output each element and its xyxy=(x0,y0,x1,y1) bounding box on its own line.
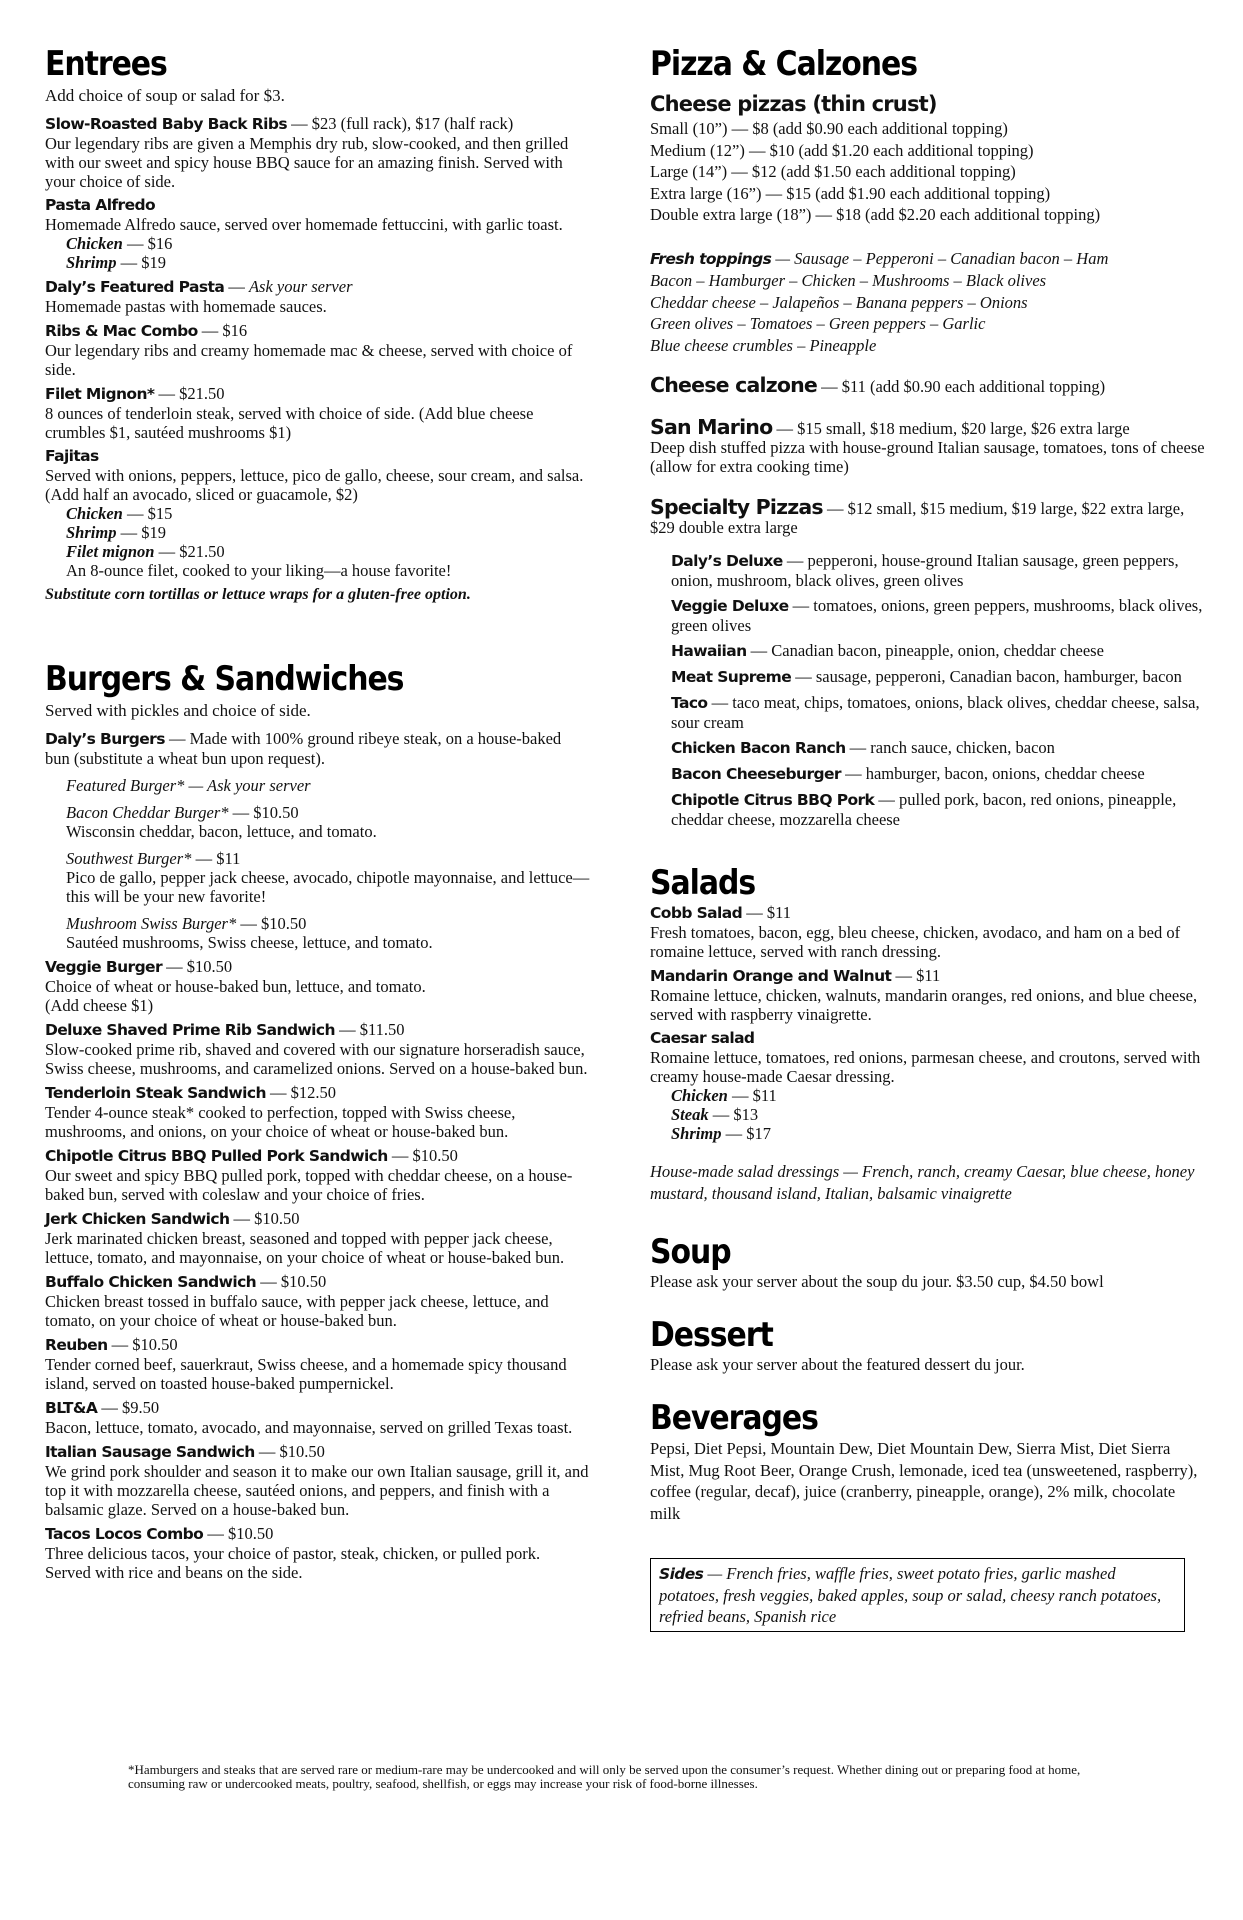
option-price: — $16 xyxy=(122,234,173,253)
option-price: — $19 xyxy=(116,253,166,272)
item-name: Chicken Bacon Ranch xyxy=(671,739,846,757)
item-name: Daly’s Burgers xyxy=(45,730,165,748)
item-name: Southwest Burger* xyxy=(66,849,192,868)
item-price: — $10.50 xyxy=(229,1209,300,1228)
item-desc: Our sweet and spicy BBQ pulled pork, topped with cheddar cheese, on a house-baked bun, served with coleslaw and your choice of fries. xyxy=(45,1166,573,1204)
pizza-section xyxy=(650,44,1205,829)
item-price: — $12 small, $15 medium, $19 large, $22 extra large, $29 double extra large xyxy=(650,499,1185,537)
section-desc: Please ask your server about the soup du jour. $3.50 cup, $4.50 bowl xyxy=(650,1272,1104,1291)
section-title: Dessert xyxy=(650,1315,773,1355)
item-price: — $10.50 xyxy=(228,803,299,822)
item-desc: — pulled pork, bacon, red onions, pineapple, cheddar cheese, mozzarella cheese xyxy=(671,790,1177,829)
item-option xyxy=(671,1124,1205,1143)
burgers-section xyxy=(45,659,590,1582)
item-name: Buffalo Chicken Sandwich xyxy=(45,1273,257,1291)
item-name: Daly’s Deluxe xyxy=(671,552,783,570)
item-desc: Pico de gallo, pepper jack cheese, avocado, chipotle mayonnaise, and lettuce—this will be your new favorite! xyxy=(66,868,590,906)
item-desc: Jerk marinated chicken breast, seasoned and topped with pepper jack cheese, lettuce, tomato, and mayonnaise, on your choice of wheat or house-baked bun. xyxy=(45,1229,565,1267)
menu-subitem xyxy=(66,776,590,795)
item-option xyxy=(66,523,590,542)
menu-item xyxy=(45,1524,590,1582)
option-price: — $17 xyxy=(721,1124,771,1143)
specialty-pizza xyxy=(671,790,1205,829)
item-name: Cheese calzone xyxy=(650,373,818,397)
item-price: — $10.50 xyxy=(256,1272,327,1291)
option-name: Steak xyxy=(671,1105,709,1124)
item-desc: (Add cheese $1) xyxy=(45,996,154,1015)
item-name: Caesar salad xyxy=(650,1029,755,1047)
sides-box xyxy=(650,1558,1185,1632)
size-line: Small (10”) — $8 (add $0.90 each additional topping) xyxy=(650,119,1008,138)
item-price: — $11 xyxy=(191,849,241,868)
menu-item xyxy=(45,1083,590,1141)
sides-desc: — French fries, waffle fries, sweet potato fries, garlic mashed potatoes, fresh veggies, baked apples, soup or salad, cheesy ranch potatoes, refried beans, Spanish rice xyxy=(659,1564,1162,1626)
option-name: Shrimp xyxy=(671,1124,722,1143)
option-name: Chicken xyxy=(671,1086,728,1105)
menu-item xyxy=(45,1398,590,1437)
size-line: Medium (12”) — $10 (add $1.20 each additional topping) xyxy=(650,140,1034,160)
section-intro: Served with pickles and choice of side. xyxy=(45,701,311,720)
item-name: Daly’s Featured Pasta xyxy=(45,278,225,296)
item-desc: Three delicious tacos, your choice of pastor, steak, chicken, or pulled pork. Served with rice and beans on the side. xyxy=(45,1544,541,1582)
sides-label: Sides xyxy=(659,1565,704,1583)
item-price: — $10.50 xyxy=(203,1524,274,1543)
section-title: Pizza & Calzones xyxy=(650,44,918,84)
option-name: Chicken xyxy=(66,504,123,523)
section-title: Entrees xyxy=(45,44,167,84)
item-name: San Marino xyxy=(650,415,773,439)
specialty-pizza xyxy=(671,738,1205,758)
item-name: Slow-Roasted Baby Back Ribs xyxy=(45,115,287,133)
menu-item xyxy=(45,1272,590,1330)
item-option xyxy=(66,504,590,523)
specialty-pizza xyxy=(671,693,1205,732)
item-price: — $11 (add $0.90 each additional topping) xyxy=(817,377,1106,396)
size-line: Extra large (16”) — $15 (add $1.90 each additional topping) xyxy=(650,183,1051,203)
specialty-pizza xyxy=(671,641,1205,661)
item-desc: — taco meat, chips, tomatoes, onions, black olives, cheddar cheese, salsa, sour cream xyxy=(671,693,1200,732)
menu-item xyxy=(650,373,1205,397)
section-title: Burgers & Sandwiches xyxy=(45,659,404,699)
item-desc: Tender corned beef, sauerkraut, Swiss cheese, and a homemade spicy thousand island, served on toasted house-baked pumpernickel. xyxy=(45,1355,567,1393)
toppings-list xyxy=(650,248,1205,357)
item-price: — $10.50 xyxy=(387,1146,458,1165)
menu-item xyxy=(45,1146,590,1204)
specialty-pizza xyxy=(671,764,1205,784)
item-price: — $11.50 xyxy=(334,1020,405,1039)
item-name: Jerk Chicken Sandwich xyxy=(45,1210,230,1228)
item-price: — $23 (full rack), $17 (half rack) xyxy=(286,114,514,133)
option-name: Filet mignon xyxy=(66,542,155,561)
toppings-label: Fresh toppings xyxy=(650,249,772,268)
menu-item xyxy=(650,415,1205,476)
menu-subitem xyxy=(66,849,590,906)
item-name: Tenderloin Steak Sandwich xyxy=(45,1084,266,1102)
item-note: Ask your server xyxy=(248,277,353,296)
menu-item xyxy=(45,196,590,272)
salads-section xyxy=(650,863,1205,1204)
menu-item xyxy=(650,495,1205,537)
separator: — xyxy=(224,277,249,296)
section-desc: Please ask your server about the featured dessert du jour. xyxy=(650,1355,1025,1374)
menu-item xyxy=(650,966,1205,1024)
menu-item xyxy=(45,321,590,379)
entrees-section xyxy=(45,44,590,605)
item-desc: Served with onions, peppers, lettuce, pico de gallo, cheese, sour cream, and salsa. (Add half an avocado, sliced or guacamole, $2) xyxy=(45,466,584,504)
section-intro: Add choice of soup or salad for $3. xyxy=(45,86,285,105)
item-name: Specialty Pizzas xyxy=(650,495,823,519)
gluten-free-note: Substitute corn tortillas or lettuce wraps for a gluten-free option. xyxy=(45,586,471,603)
item-name: Bacon Cheddar Burger* xyxy=(66,803,229,822)
menu-item xyxy=(45,277,590,316)
section-desc: Pepsi, Diet Pepsi, Mountain Dew, Diet Mountain Dew, Sierra Mist, Diet Sierra Mist, Mug Root Beer, Orange Crush, lemonade, iced tea (unsweetened, raspberry), coffee (regular, decaf), juice (cranberry, pineapple, orange), 2% milk, chocolate milk xyxy=(650,1439,1198,1523)
item-desc: Chicken breast tossed in buffalo sauce, with pepper jack cheese, lettuce, and tomato, on your choice of wheat or house-baked bun. xyxy=(45,1292,549,1330)
right-column xyxy=(650,44,1205,1632)
menu-item xyxy=(45,1442,590,1519)
item-desc: Bacon, lettuce, tomato, avocado, and mayonnaise, served on grilled Texas toast. xyxy=(45,1418,573,1437)
menu-item xyxy=(45,1335,590,1393)
menu-item xyxy=(45,1209,590,1267)
option-price: — $11 xyxy=(727,1086,777,1105)
option-name: Chicken xyxy=(66,234,123,253)
menu-subitem xyxy=(66,914,590,952)
menu-item xyxy=(45,384,590,442)
item-desc: — hamburger, bacon, onions, cheddar cheese xyxy=(840,764,1145,783)
item-name: Filet Mignon* xyxy=(45,385,155,403)
item-price: — $10.50 xyxy=(162,957,233,976)
menu-item xyxy=(45,447,590,580)
footnote: *Hamburgers and steaks that are served rare or medium-rare may be undercooked and will only be served upon the consumer’s request. Whether dining out or preparing food at home, consuming raw or undercooked meats, poultry, seafood, shellfish, or eggs may increase your risk of food-borne illnesses. xyxy=(128,1762,1081,1791)
item-option xyxy=(671,1105,1205,1124)
item-name: BLT&A xyxy=(45,1399,98,1417)
menu-item xyxy=(45,957,590,1015)
item-option xyxy=(66,234,590,253)
item-name: Deluxe Shaved Prime Rib Sandwich xyxy=(45,1021,335,1039)
item-note: — Ask your server xyxy=(184,776,311,795)
item-desc: — pepperoni, house-ground Italian sausage, green peppers, onion, mushroom, black olives, green olives xyxy=(671,551,1179,590)
specialty-pizza xyxy=(671,596,1205,635)
option-name: Shrimp xyxy=(66,523,117,542)
specialty-pizza xyxy=(671,551,1205,590)
item-name: Taco xyxy=(671,694,708,712)
item-desc: We grind pork shoulder and season it to make our own Italian sausage, grill it, and top it with mozzarella cheese, sautéed onions, and peppers, and finish with a balsamic glaze. Served on a house-baked bun. xyxy=(45,1462,589,1519)
menu-subitem xyxy=(66,803,590,841)
item-price: — $11 xyxy=(742,903,791,922)
item-name: Veggie Burger xyxy=(45,958,163,976)
item-desc: — Made with 100% ground ribeye steak, on a house-baked bun (substitute a wheat bun upon request). xyxy=(45,729,562,768)
left-column xyxy=(45,44,590,1587)
item-price: — $10.50 xyxy=(107,1335,178,1354)
menu-item xyxy=(45,1020,590,1078)
item-name: Ribs & Mac Combo xyxy=(45,322,198,340)
section-title: Soup xyxy=(650,1232,731,1272)
toppings-line xyxy=(650,248,1205,271)
item-desc: Choice of wheat or house-baked bun, lettuce, and tomato. xyxy=(45,977,426,996)
item-name: Pasta Alfredo xyxy=(45,196,156,214)
item-desc: Romaine lettuce, chicken, walnuts, mandarin oranges, red onions, and blue cheese, served with raspberry vinaigrette. xyxy=(650,986,1198,1024)
item-desc: Our legendary ribs and creamy homemade mac & cheese, served with choice of side. xyxy=(45,341,573,379)
toppings-line: Bacon – Hamburger – Chicken – Mushrooms – Black olives xyxy=(650,271,1047,290)
item-price: — $10.50 xyxy=(254,1442,325,1461)
item-name: Mandarin Orange and Walnut xyxy=(650,967,892,985)
item-desc: Homemade pastas with homemade sauces. xyxy=(45,297,327,316)
item-desc: Deep dish stuffed pizza with house-ground Italian sausage, tomatoes, tons of cheese (allow for extra cooking time) xyxy=(650,438,1205,476)
item-desc: — ranch sauce, chicken, bacon xyxy=(845,738,1055,757)
section-title: Beverages xyxy=(650,1398,818,1438)
dessert-section xyxy=(650,1315,1205,1374)
item-name: Fajitas xyxy=(45,447,99,465)
toppings-text: — Sausage – Pepperoni – Canadian bacon – Ham xyxy=(771,248,1109,268)
item-price: — $10.50 xyxy=(236,914,307,933)
menu-item xyxy=(650,903,1205,961)
item-desc: 8 ounces of tenderloin steak, served with choice of side. (Add blue cheese crumbles $1, sautéed mushrooms $1) xyxy=(45,404,534,442)
menu-item xyxy=(45,729,590,768)
item-desc: Our legendary ribs are given a Memphis dry rub, slow-cooked, and then grilled with our sweet and spicy house BBQ sauce for an amazing finish. Served with your choice of side. xyxy=(45,134,569,191)
item-price: — $21.50 xyxy=(154,384,225,403)
item-price: — $9.50 xyxy=(97,1398,160,1417)
item-name: Chipotle Citrus BBQ Pulled Pork Sandwich xyxy=(45,1147,388,1165)
item-price: — $12.50 xyxy=(265,1083,337,1102)
option-price: — $19 xyxy=(116,523,166,542)
item-price: — $16 xyxy=(197,321,248,340)
item-desc: Tender 4-ounce steak* cooked to perfection, topped with Swiss cheese, mushrooms, and onions, on your choice of wheat or house-baked bun. xyxy=(45,1103,516,1141)
item-name: Mushroom Swiss Burger* xyxy=(66,914,237,933)
item-name: Tacos Locos Combo xyxy=(45,1525,204,1543)
item-name: Bacon Cheeseburger xyxy=(671,765,841,783)
item-name: Veggie Deluxe xyxy=(671,597,789,615)
item-name: Featured Burger* xyxy=(66,776,185,795)
subsection-title: Cheese pizzas (thin crust) xyxy=(650,92,937,116)
item-option xyxy=(671,1086,1205,1105)
item-name: Reuben xyxy=(45,1336,108,1354)
item-name: Chipotle Citrus BBQ Pork xyxy=(671,791,875,809)
size-line: Double extra large (18”) — $18 (add $2.20 each additional topping) xyxy=(650,205,1101,224)
item-desc: Romaine lettuce, tomatoes, red onions, parmesan cheese, and croutons, served with creamy house-made Caesar dressing. xyxy=(650,1048,1201,1086)
item-name: Hawaiian xyxy=(671,642,747,660)
toppings-line: Blue cheese crumbles – Pineapple xyxy=(650,335,877,355)
beverages-section xyxy=(650,1398,1205,1524)
item-price: — $15 small, $18 medium, $20 large, $26 extra large xyxy=(772,419,1130,438)
item-desc: Sautéed mushrooms, Swiss cheese, lettuce, and tomato. xyxy=(66,933,433,952)
item-option xyxy=(66,253,590,272)
menu-item xyxy=(650,1029,1205,1143)
item-desc: Slow-cooked prime rib, shaved and covered with our signature horseradish sauce, Swiss cheese, mushrooms, and caramelized onions. Served on a house-baked bun. xyxy=(45,1040,588,1078)
option-name: Shrimp xyxy=(66,253,117,272)
toppings-line: Cheddar cheese – Jalapeños – Banana peppers – Onions xyxy=(650,292,1028,312)
pizza-sizes xyxy=(650,118,1205,226)
size-line: Large (14”) — $12 (add $1.50 each additional topping) xyxy=(650,162,1016,181)
option-price: — $15 xyxy=(122,504,173,523)
salad-dressings: House-made salad dressings — French, ranch, creamy Caesar, blue cheese, honey mustard, thousand island, Italian, balsamic vinaigrette xyxy=(650,1162,1195,1203)
item-name: Cobb Salad xyxy=(650,904,743,922)
item-desc: — sausage, pepperoni, Canadian bacon, hamburger, bacon xyxy=(791,667,1182,686)
section-title: Salads xyxy=(650,863,756,903)
toppings-line: Green olives – Tomatoes – Green peppers – Garlic xyxy=(650,314,986,333)
soup-section xyxy=(650,1232,1205,1291)
item-desc: — Canadian bacon, pineapple, onion, cheddar cheese xyxy=(746,641,1104,660)
item-option xyxy=(66,542,590,561)
item-price: — $11 xyxy=(891,966,941,985)
item-name: Meat Supreme xyxy=(671,668,792,686)
item-desc: Fresh tomatoes, bacon, egg, bleu cheese, chicken, avodaco, and ham on a bed of romaine lettuce, served with ranch dressing. xyxy=(650,923,1181,961)
item-desc: Wisconsin cheddar, bacon, lettuce, and tomato. xyxy=(66,822,377,841)
option-price: — $21.50 xyxy=(154,542,225,561)
menu-item xyxy=(45,114,590,191)
option-price: — $13 xyxy=(708,1105,759,1124)
item-desc: Homemade Alfredo sauce, served over homemade fettuccini, with garlic toast. xyxy=(45,215,563,234)
item-name: Italian Sausage Sandwich xyxy=(45,1443,255,1461)
option-desc: An 8-ounce filet, cooked to your liking—a house favorite! xyxy=(66,561,452,580)
specialty-pizza xyxy=(671,667,1205,687)
item-desc: — tomatoes, onions, green peppers, mushrooms, black olives, green olives xyxy=(671,596,1203,635)
